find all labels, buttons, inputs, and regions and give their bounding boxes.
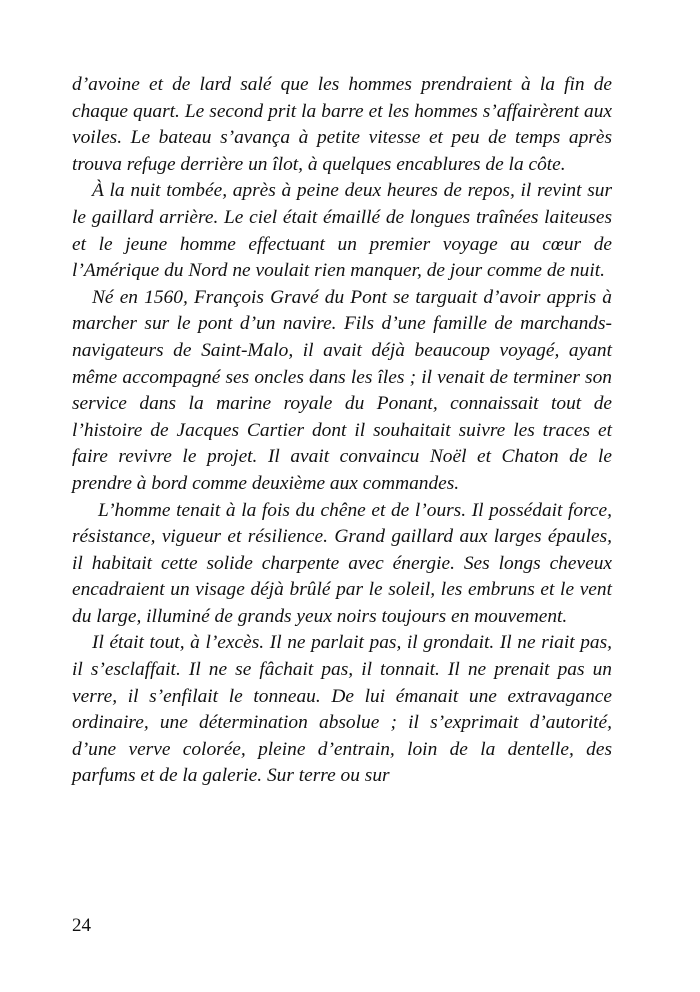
paragraph-1: d’avoine et de lard salé que les hommes prendraient à la fin de chaque quart. Le second prit la barre et les hommes s’affairèrent aux voiles. Le bateau s’avança à petite vitesse et peu de temps après trouva refuge derrière un îlot, à quelques encablures de la côte.: [72, 74, 612, 175]
page-number: 24: [72, 915, 91, 936]
paragraph-4: L’homme tenait à la fois du chêne et de l’ours. Il possédait force, résistance, vigueur et résilience. Grand gaillard aux larges épaules, il habitait cette solide charpente avec énergie. Ses longs cheveux encadraient un visage déjà brûlé par le soleil, les embruns et le vent du large, illuminé de grands yeux noirs toujours en mouvement.: [72, 499, 612, 627]
paragraph-5: Il était tout, à l’excès. Il ne parlait pas, il grondait. Il ne riait pas, il s’esclaffait. Il ne se fâchait pas, il tonnait. Il ne prenait pas un verre, il s’enfilait le tonneau. De lui émanait une extravagance ordinaire, une détermination absolue ; il s’exprimait d’autorité, d’une verve colorée, pleine d’entrain, loin de la dentelle, des parfums et de la galerie. Sur terre ou sur: [72, 632, 612, 787]
paragraph-2: À la nuit tombée, après à peine deux heures de repos, il revint sur le gaillard arrière. Le ciel était émaillé de longues traînées laiteuses et le jeune homme effectuant un premier voyage au cœur de l’Amérique du Nord ne voulait rien manquer, de jour comme de nuit.: [72, 180, 612, 282]
paragraph-3: Né en 1560, François Gravé du Pont se targuait d’avoir appris à marcher sur le pont d’un navire. Fils d’une famille de marchands-navigateurs de Saint-Malo, il avait déjà beaucoup voyagé, ayant même accompagné ses oncles dans les îles ; il venait de terminer son service dans la marine royale du Ponant, connaissait tout de l’histoire de Jacques Cartier dont il souhaitait suivre les traces et faire revivre le projet. Il avait convaincu Noël et Chaton de le prendre à bord comme deuxième aux commandes.: [72, 286, 612, 494]
body-text: [72, 72, 612, 790]
